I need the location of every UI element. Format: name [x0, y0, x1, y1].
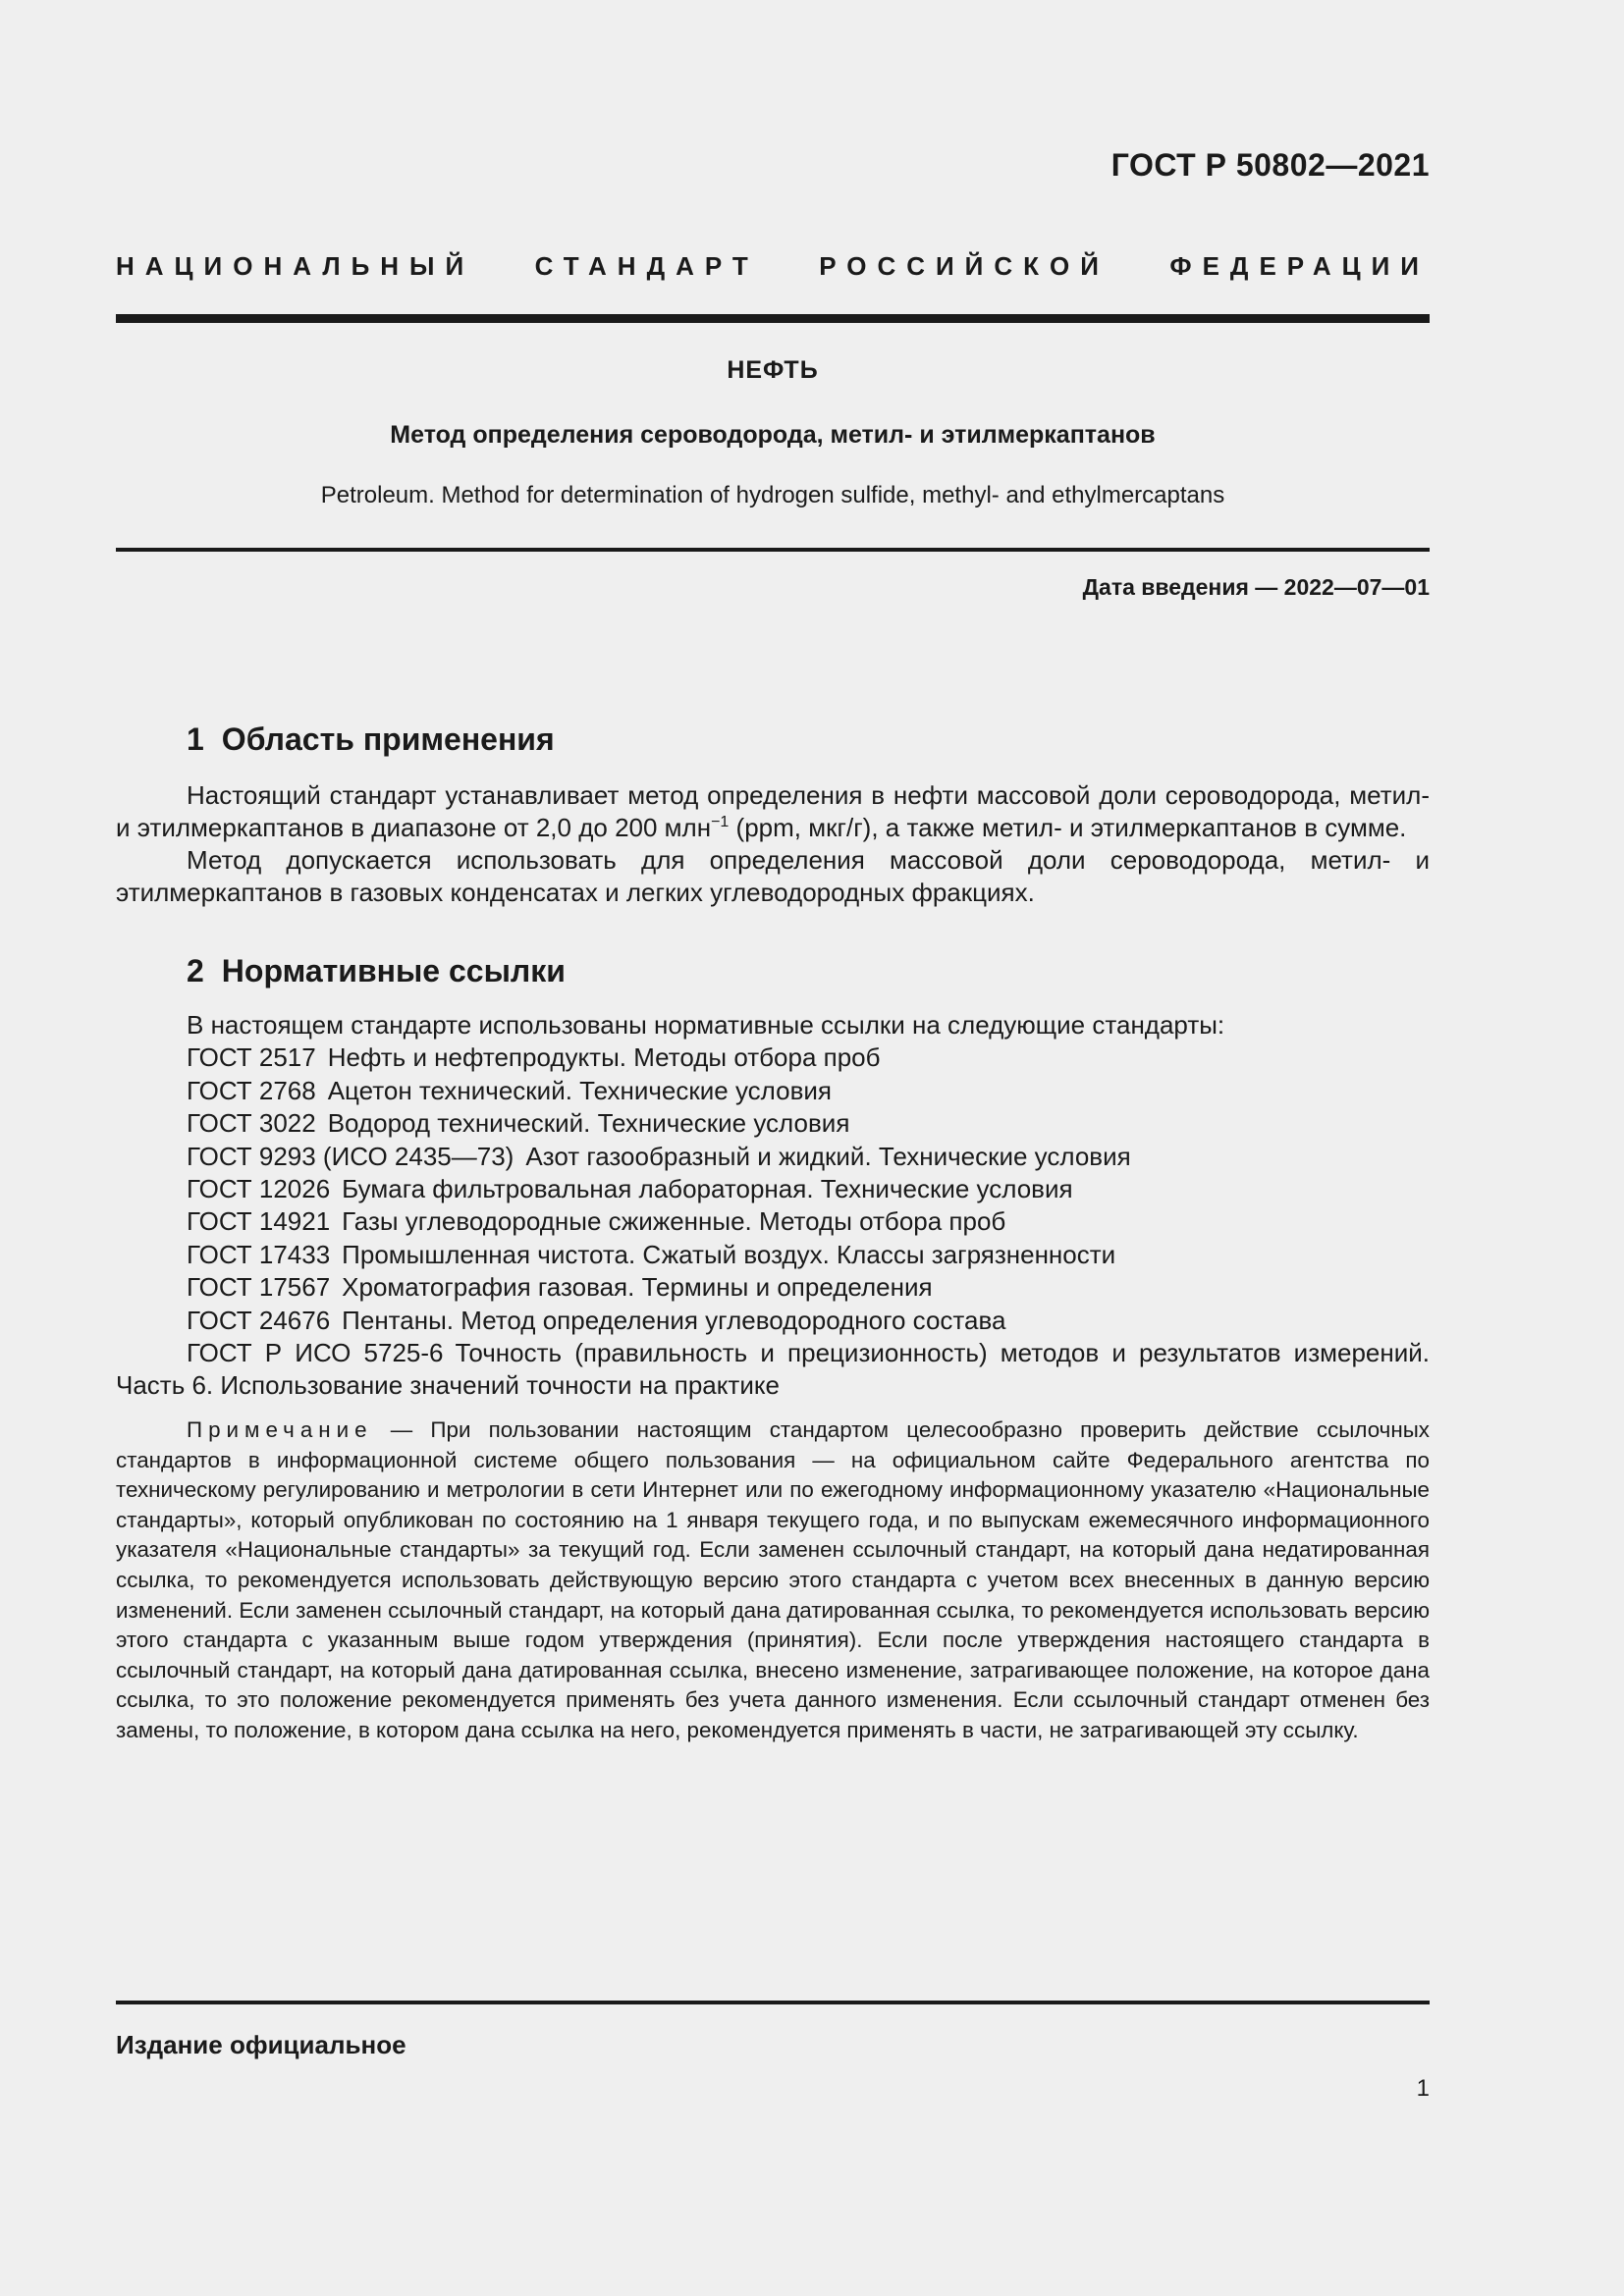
edition-label: Издание официальное: [116, 2030, 406, 2059]
references-intro: В настоящем стандарте использованы нормативные ссылки на следующие стандарты:: [187, 1010, 1225, 1040]
section-1-paragraph-2: Метод допускается использовать для определения массовой доли сероводорода, метил- и этилмеркаптанов в газовых конденсатах и легких углеводородных фракциях.: [116, 845, 1430, 907]
note-paragraph: [116, 1415, 1430, 1746]
references-list: [116, 1009, 1430, 1402]
reference-item: ГОСТ 12026 Бумага фильтровальная лабораторная. Технические условия: [187, 1174, 1073, 1204]
reference-item: ГОСТ Р ИСО 5725-6 Точность (правильность и прецизионность) методов и результатов измерений. Часть 6. Использование значений точности на практике: [116, 1338, 1430, 1401]
introduction-date: Дата введения — 2022—07—01: [1082, 574, 1430, 600]
reference-item: ГОСТ 2517 Нефть и нефтепродукты. Методы отбора проб: [187, 1042, 881, 1073]
superscript: −1: [711, 814, 730, 830]
document-id: ГОСТ Р 50802—2021: [1110, 147, 1430, 183]
section-title: Нормативные ссылки: [221, 953, 566, 988]
section-number: 2: [187, 953, 204, 988]
page-number: 1: [1416, 2075, 1430, 2102]
reference-item: ГОСТ 14921 Газы углеводородные сжиженные. Методы отбора проб: [187, 1206, 1006, 1237]
reference-item: ГОСТ 24676 Пентаны. Метод определения углеводородного состава: [187, 1305, 1006, 1335]
note-text: — При пользовании настоящим стандартом целесообразно проверить действие ссылочных стандартов в информационной системе общего пользования — на официальном сайте Федерального агентства по техническому регулированию и метрологии в сети Интернет или по ежегодному информационному указателю «Национальные стандарты», который опубликован по состоянию на 1 января текущего года, и по выпускам ежемесячного информационного указателя «Национальные стандарты» за текущий год. Если заменен ссылочный стандарт, на который дана недатированная ссылка, то рекомендуется использовать действующую версию этого стандарта с учетом всех внесенных в данную версию изменений. Если заменен ссылочный стандарт, на который дана датированная ссылка, то рекомендуется использовать версию этого стандарта с указанным выше годом утверждения (принятия). Если после утверждения настоящего стандарта в ссылочный стандарт, на который дана датированная ссылка, внесено изменение, затрагивающее положение, на которое дана ссылка, то это положение рекомендуется применять без учета данного изменения. Если ссылочный стандарт отменен без замены, то положение, в котором дана ссылка на него, рекомендуется применять в части, не затрагивающей эту ссылку.: [116, 1417, 1430, 1742]
reference-item: ГОСТ 17567 Хроматография газовая. Термины и определения: [187, 1272, 933, 1303]
national-standard-banner: НАЦИОНАЛЬНЫЙ СТАНДАРТ РОССИЙСКОЙ ФЕДЕРАЦИИ: [116, 251, 1430, 281]
document-body: [116, 717, 1430, 1746]
title-rule: [116, 548, 1430, 552]
reference-item: ГОСТ 2768 Ацетон технический. Технические условия: [187, 1075, 832, 1105]
section-title: Область применения: [221, 721, 555, 757]
section-1-paragraph-1: Настоящий стандарт устанавливает метод определения в нефти массовой доли сероводорода, метил- и этилмеркаптанов в диапазоне от 2,0 до 200 млн$^{-1}$ (ppm, мкг/г), а также метил- и этилмеркаптанов в сумме.: [116, 780, 1430, 842]
footer-rule: [116, 2001, 1430, 2004]
section-number: 1: [187, 721, 204, 757]
note-label: Примечание: [187, 1417, 373, 1443]
section-2-heading: [116, 948, 1430, 993]
reference-item: ГОСТ 17433 Промышленная чистота. Сжатый воздух. Классы загрязненности: [187, 1239, 1116, 1269]
english-title: Petroleum. Method for determination of hydrogen sulfide, methyl- and ethylmercaptans: [320, 482, 1225, 508]
header-rule: [116, 314, 1430, 323]
section-1-heading: [116, 717, 1430, 762]
reference-item: ГОСТ 3022 Водород технический. Технические условия: [187, 1108, 850, 1139]
document-subtitle: Метод определения сероводорода, метил- и этилмеркаптанов: [390, 421, 1156, 449]
reference-item: ГОСТ 9293 (ИСО 2435—73) Азот газообразный и жидкий. Технические условия: [187, 1141, 1131, 1171]
document-title: НЕФТЬ: [727, 356, 819, 384]
